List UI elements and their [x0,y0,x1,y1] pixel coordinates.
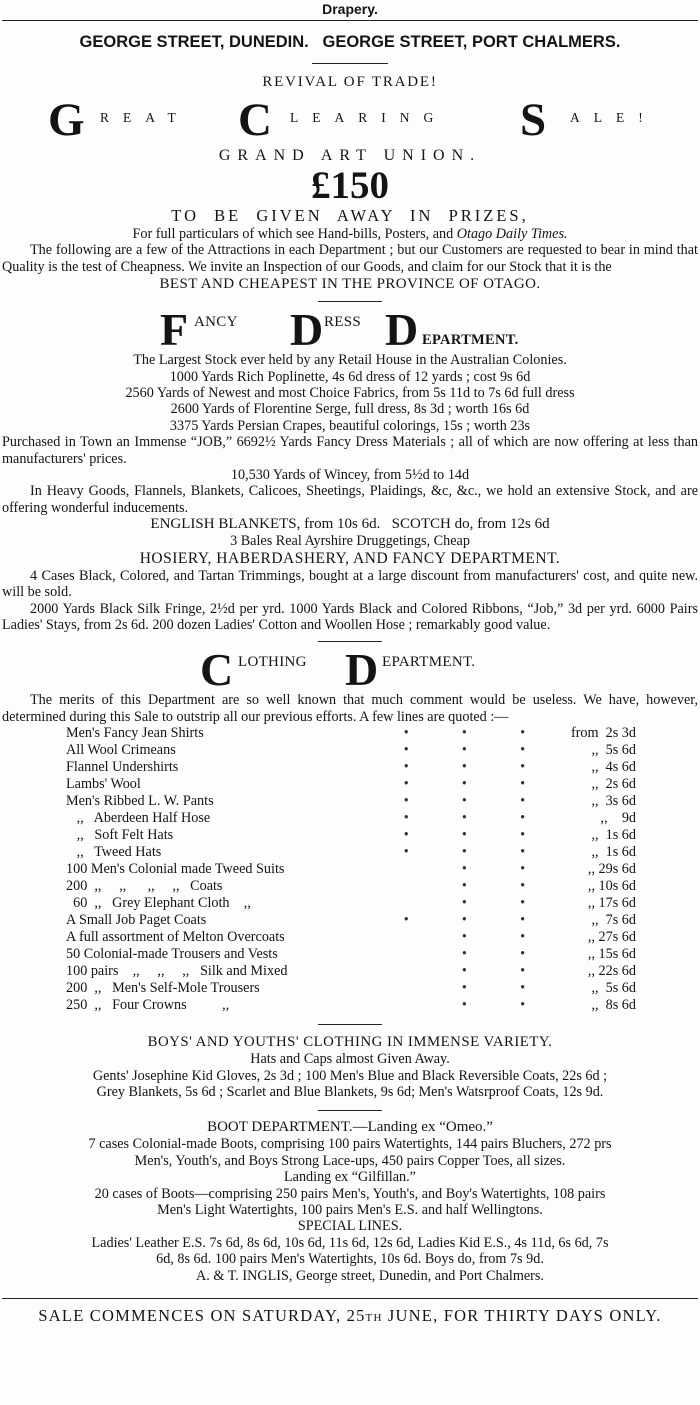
boot-line: Ladies' Leather E.S. 7s 6d, 8s 6d, 10s 6d, 11s 6d, 12s 6d, Ladies Kid E.S., 4s 11d, 6s 6d, 7s [91,1234,609,1251]
leader-dot: • [520,793,526,810]
fancy-line: 2560 Yards of Newest and most Choice Fabrics, from 5s 11d to 7s 6d full dress [125,385,575,402]
item-price: ,, 4s 6d [591,759,636,776]
leader-dot: • [520,878,526,895]
item-name: A full assortment of Melton Overcoats [66,929,285,946]
leader-dot [377,997,435,1014]
leader-dot: • [461,929,467,946]
leader-dot: • [520,810,526,827]
street-addresses: GEORGE STREET, DUNEDIN. GEORGE STREET, PORT CHALMERS. [79,33,621,51]
hats-line: Hats and Caps almost Given Away. [250,1051,450,1068]
leader-dot: • [520,861,526,878]
boot-heading: BOOT DEPARTMENT.—Landing ex “Omeo.” [207,1119,493,1136]
leader-dot: • [520,963,526,980]
item-price: ,, 8s 6d [591,997,636,1014]
hosiery-heading: HOSIERY, HABERDASHERY, AND FANCY DEPARTMENT. [139,549,561,567]
item-name: 50 Colonial-made Trousers and Vests [66,946,278,963]
fancy-paragraph: Purchased in Town an Immense “JOB,” 6692½ Yards Fancy Dress Materials ; all of which are now offering at less than manufacturers' prices. [2,434,698,467]
item-name: Lambs' Wool [66,776,141,793]
clothing-paragraph: The merits of this Department are so well known that much comment would be useless. We have, however, determined during this Sale to outstrip all our previous efforts. A few lines are quoted :— [2,692,698,725]
leader-dot: • [520,980,526,997]
leader-dot: • [461,895,467,912]
item-name: Men's Ribbed L. W. Pants [66,793,214,810]
blankets-line: ENGLISH BLANKETS, from 10s 6d. SCOTCH do, from 12s 6d [150,516,550,533]
prizes-line: TO BE GIVEN AWAY IN PRIZES, [171,206,529,225]
section-heading: Drapery. [322,1,378,17]
leader-dot: • [461,759,467,776]
price-row [66,742,636,759]
leader-dot: • [461,793,467,810]
item-price: ,, 2s 6d [591,776,636,793]
grand-art-union: GRAND ART UNION. [218,147,482,164]
signature: A. & T. INGLIS, George street, Dunedin, and Port Chalmers. [196,1267,544,1284]
top-rule [2,20,698,21]
leader-dot: • [461,980,467,997]
item-name: 60 ,, Grey Elephant Cloth ,, [66,895,251,912]
boys-heading: BOYS' AND YOUTHS' CLOTHING IN IMMENSE VARIETY. [147,1034,553,1051]
item-name: 100 Men's Colonial made Tweed Suits [66,861,285,878]
leader-dot [377,878,435,895]
divider [318,1110,382,1111]
fancy-line: The Largest Stock ever held by any Retail House in the Australian Colonies. [133,352,567,369]
best-and-cheapest: BEST AND CHEAPEST IN THE PROVINCE OF OTAGO. [159,276,541,293]
great-clearing-sale-title: G REAT C LEARING S ALE! [48,94,657,146]
leader-dot: • [403,793,409,810]
leader-dot [377,963,435,980]
sale-commences: SALE COMMENCES ON SATURDAY, 25TH JUNE, FOR THIRTY DAYS ONLY. [38,1306,662,1325]
item-name: 200 ,, Men's Self-Mole Trousers [66,980,260,997]
fancy-dress-department-heading: F ANCY D RESS D EPARTMENT. [160,304,519,356]
boot-line: 6d, 8s 6d. 100 pairs Men's Watertights, 10s 6d. Boys do, from 7s 9d. [156,1251,544,1268]
boys-line: Gents' Josephine Kid Gloves, 2s 3d ; 100 Men's Blue and Black Reversible Coats, 22s 6d ; [92,1067,608,1084]
leader-dot: • [520,912,526,929]
price-row [66,963,636,980]
leader-dot [377,929,435,946]
price-row [66,861,636,878]
boot-line: 20 cases of Boots—comprising 250 pairs Men's, Youth's, and Boy's Watertights, 108 pairs [94,1185,606,1202]
special-lines-heading: SPECIAL LINES. [297,1218,403,1235]
item-price: ,, 7s 6d [591,912,636,929]
item-price: ,, 5s 6d [591,742,636,759]
clothing-department-heading: C LOTHING D EPARTMENT. [200,644,476,696]
boot-line: Landing ex “Gilfillan.” [284,1169,416,1186]
boot-line: Men's Light Watertights, 100 pairs Men's E.S. and half Wellingtons. [157,1201,543,1218]
price-row [66,980,636,997]
price-row [66,895,636,912]
hosiery-paragraph: 4 Cases Black, Colored, and Tartan Trimmings, bought at a large discount from manufacturers' cost, and quite new. will be sold. [2,567,698,601]
price-row [66,725,636,742]
item-price: ,, 27s 6d [587,929,636,946]
leader-dot: • [403,776,409,793]
price-row [66,810,636,827]
item-name: ,, Tweed Hats [66,844,162,861]
leader-dot: • [520,929,526,946]
leader-dot: • [461,810,467,827]
item-price: ,, 1s 6d [591,844,636,861]
item-name: 250 ,, Four Crowns ,, [66,997,230,1014]
clothing-price-list [66,725,636,1014]
price-row [66,912,636,929]
leader-dot: • [461,725,467,742]
intro-particulars: For full particulars of which see Hand-bills, Posters, and Otago Daily Times. [132,226,568,242]
item-name: A Small Job Paget Coats [66,912,207,929]
hosiery-paragraph: 2000 Yards Black Silk Fringe, 2½d per yrd. 1000 Yards Black and Colored Ribbons, “Job,” 3d per yrd. 6000 Pairs Ladies' Stays, from 2s 6d. 200 dozen Ladies' Cotton and Woollen Hose ; remarkably good value. [2,600,698,633]
leader-dot: • [520,844,526,861]
leader-dot: • [461,946,467,963]
leader-dot: • [520,776,526,793]
leader-dot: • [403,827,409,844]
item-name: 100 pairs ,, ,, ,, Silk and Mixed [66,963,288,980]
item-name: ,, Aberdeen Half Hose [66,810,211,827]
leader-dot [377,946,435,963]
item-price: ,, 9d [600,810,636,827]
fancy-paragraph: In Heavy Goods, Flannels, Blankets, Calicoes, Sheetings, Plaidings, &c, &c., we hold an extensive Stock, and are offering wonderful inducements. [2,483,698,516]
divider [318,1024,382,1025]
leader-dot: • [403,759,409,776]
item-price: ,, 22s 6d [587,963,636,980]
leader-dot: • [403,725,409,742]
fancy-line: 2600 Yards of Florentine Serge, full dress, 8s 3d ; worth 16s 6d [170,401,530,418]
item-price: ,, 29s 6d [587,861,636,878]
item-name: 200 ,, ,, ,, ,, Coats [66,878,223,895]
item-name: Men's Fancy Jean Shirts [66,725,204,742]
leader-dot: • [461,878,467,895]
divider [318,301,382,302]
item-price: ,, 3s 6d [591,793,636,810]
leader-dot: • [520,997,526,1014]
price-row [66,878,636,895]
price-row [66,997,636,1014]
boys-line: Grey Blankets, 5s 6d ; Scarlet and Blue Blankets, 9s 6d; Men's Watsrproof Coats, 12s 9d. [96,1083,604,1100]
leader-dot: • [461,997,467,1014]
price-row [66,946,636,963]
divider [318,641,382,642]
divider [312,63,388,64]
price-row [66,793,636,810]
leader-dot: • [403,912,409,929]
leader-dot: • [403,844,409,861]
item-price: ,, 5s 6d [591,980,636,997]
leader-dot: • [520,946,526,963]
revival-heading: REVIVAL OF TRADE! [262,74,438,90]
boot-line: Men's, Youth's, and Boys Strong Lace-ups, 450 pairs Copper Toes, all sizes. [134,1152,566,1169]
price-row [66,776,636,793]
leader-dot: • [461,776,467,793]
leader-dot: • [520,725,526,742]
prize-amount: £150 [311,164,389,207]
leader-dot [377,895,435,912]
leader-dot: • [520,827,526,844]
item-name: All Wool Crimeans [66,742,176,759]
price-row [66,929,636,946]
leader-dot: • [461,861,467,878]
leader-dot: • [461,844,467,861]
leader-dot: • [520,742,526,759]
leader-dot: • [461,827,467,844]
item-price: ,, 15s 6d [587,946,636,963]
leader-dot: • [403,742,409,759]
price-row [66,759,636,776]
leader-dot: • [520,759,526,776]
fancy-line: 10,530 Yards of Wincey, from 5½d to 14d [230,467,470,484]
item-price: ,, 1s 6d [591,827,636,844]
leader-dot [377,980,435,997]
leader-dot [377,861,435,878]
price-row [66,827,636,844]
intro-paragraph: The following are a few of the Attractions in each Department ; but our Customers are requested to bear in mind that Quality is the test of Cheapness. We invite an Inspection of our Goods, and claim for our Stock that it is the [2,242,698,275]
item-price: from 2s 3d [570,725,636,742]
leader-dot: • [461,742,467,759]
item-name: Flannel Undershirts [66,759,179,776]
fancy-line: 3 Bales Real Ayrshire Druggetings, Cheap [230,533,470,550]
leader-dot: • [461,912,467,929]
leader-dot: • [403,810,409,827]
fancy-line: 3375 Yards Persian Crapes, beautiful colorings, 15s ; worth 23s [169,417,531,434]
item-price: ,, 10s 6d [587,878,636,895]
item-name: ,, Soft Felt Hats [66,827,174,844]
fancy-line: 1000 Yards Rich Poplinette, 4s 6d dress of 12 yards ; cost 9s 6d [169,368,531,385]
bottom-rule [2,1298,698,1299]
leader-dot: • [520,895,526,912]
price-row [66,844,636,861]
leader-dot: • [461,963,467,980]
item-price: ,, 17s 6d [587,895,636,912]
boot-line: 7 cases Colonial-made Boots, comprising 100 pairs Watertights, 144 pairs Bluchers, 272 prs [88,1136,612,1153]
